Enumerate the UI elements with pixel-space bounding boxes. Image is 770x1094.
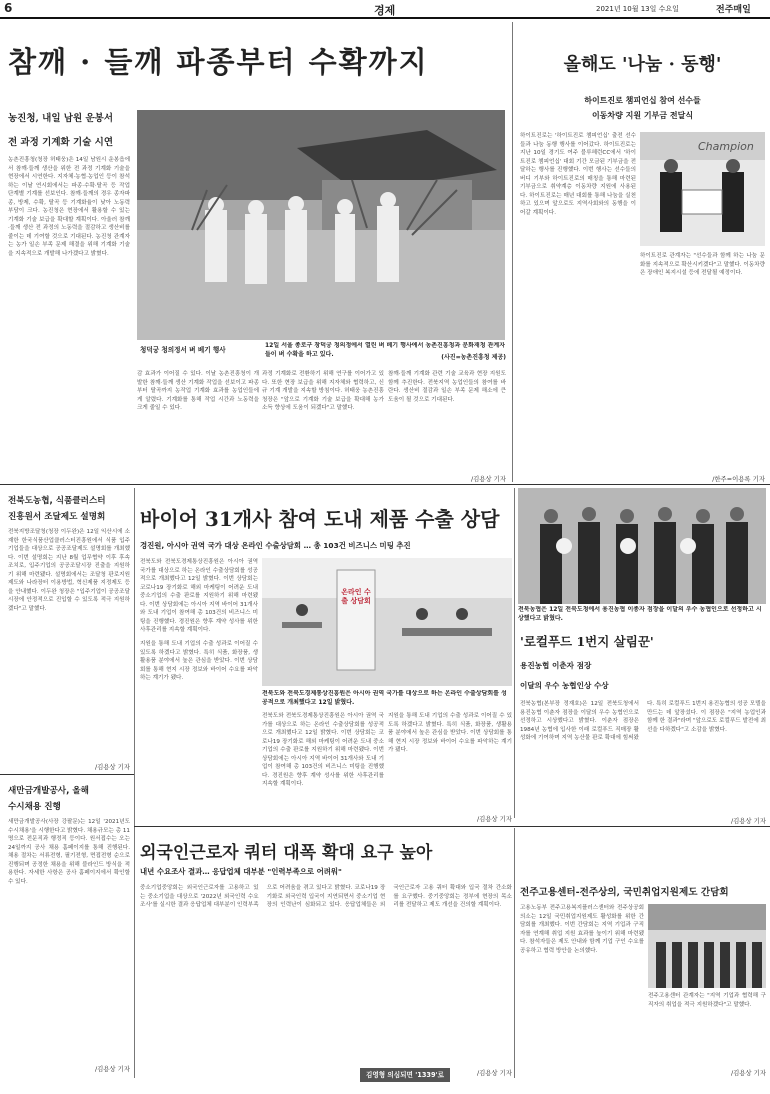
a6-subhead: 수시채용 진행 [8, 802, 61, 812]
a2-photo-banner-text: Champion [698, 140, 754, 153]
header-rule [0, 17, 770, 19]
a7-subhead: 내년 수요조사 결과… 응답업체 대부분 "인력부족으로 어려워" [140, 867, 342, 876]
a1-subhead-2: 전 과정 기계화 기술 시연 [8, 137, 113, 148]
issue-date: 2021년 10월 13일 수요일 [596, 5, 679, 13]
a5-photo-caption: 전북농협은 12일 전북도청에서 용진농협 이종자 점장을 이달의 우수 농협인으로 선정하고 시상했다고 밝혔다. [518, 606, 762, 622]
a5-byline: /김용상 기자 [730, 817, 766, 825]
a8-body-b: 전주고용센터 관계자는 "지역 기업과 협력해 구직자의 취업을 적극 지원하겠다"고 말했다. [648, 993, 766, 1008]
a5-photo [518, 488, 766, 604]
a1-body-lead: 농촌진흥청(청장 허태웅)은 14일 남원시 운봉읍에서 참깨·들깨 생산을 위한 전 과정 기계화 기술을 현장에서 시연한다. 지자체·농협·농업인 등이 참석하는 이날 연시회에서는 파종·수확·탈곡 등 작업 단계별 기계를 선보인다. 참깨·들깨의 경우 종자파종, 방제, 수확, 탈곡 등 기계화율이 낮아 노동력 부담이 크다. 농진청은 현장에서 활용할 수 있는 기계화 기술 보급을 확대할 계획이다. 아울러 참깨·들깨 생산 전 과정의 노동력을 절감하고 생산비를 줄이는 데 기여할 것으로 기대된다. 농진청 관계자는 농가 일손 부족 문제 해결을 위해 기계화 기술을 지속적으로 개발해 나가겠다고 밝혔다. [8, 157, 130, 257]
a4-body-col4: 지원을 통해 도내 기업의 수출 성과로 이어질 수 있도록 하겠다고 밝혔다. 특히 식품, 화장품, 생활용품 분야에서 높은 관심을 받았다. 이번 상담회를 통해 현지 시장 정보와 바이어 수요를 파악하는 계기가 됐다. [388, 713, 512, 753]
a1-byline: /김용상 기자 [470, 475, 506, 483]
a5-subhead-1: 용진농협 이춘자 점장 [520, 661, 592, 670]
divider-v1 [512, 22, 513, 482]
a1-body-col3: 과정 기계화로 전환하기 위해 연구를 이어가고 있다. 또한 현장 보급을 위해 지자체와 협력하고, 신규 기계 개발을 지속할 방침이다. 허태웅 농촌진흥청장은 "앞으로 기계화 기술 보급을 확대해 농가 소득 향상에 도움이 되겠다"고 말했다. [262, 371, 384, 411]
divider-v3 [514, 488, 515, 818]
page-header [0, 0, 770, 16]
a5-body: 전북농협(본부장 정재호)은 12일 전북도청에서 용진농협 이춘자 점장을 이달의 우수 농협인으로 선정하고 시상했다고 밝혔다. 이춘자 점장은 1984년 농협에 입사한 이래 로컬푸드 직매장 활성화에 기여하며 지역 농산물 판로 확대에 힘써왔다. 특히 로컬푸드 1번지 용진농협의 성공 모델을 만드는 데 앞장섰다. 이 점장은 "지역 농업인과 함께 한 결과"라며 "앞으로도 로컬푸드 발전에 최선을 다하겠다"고 소감을 밝혔다. [520, 701, 766, 741]
newspaper-brand: 전주매일 [716, 5, 751, 15]
a2-body-b: 하이트진로 관계자는 "선수들과 함께 하는 나눔 문화를 지속적으로 확산시키겠다"고 말했다. 이동차량은 장애인 복지시설 등에 전달될 예정이다. [640, 253, 765, 276]
a4-headline: 바이어 31개사 참여 도내 제품 수출 상담 [140, 507, 500, 531]
a6-byline: /김용상 기자 [94, 1065, 130, 1073]
a7-ad-box: 김영형 의심되면 '1339'로 [360, 1068, 450, 1082]
a3-byline: /김용상 기자 [94, 763, 130, 771]
divider-h1 [0, 484, 770, 485]
a8-body: 고용노동부 전주고용복지플러스센터와 전주상공회의소는 12일 국민취업지원제도 활성화를 위한 간담회를 개최했다. 이번 간담회는 지역 기업과 구직자를 연계해 취업 지원 효과를 높이기 위해 마련됐다. 참석자들은 제도 안내와 함께 기업 구인 수요를 공유하고 협력 방안을 논의했다. [520, 905, 644, 954]
divider-v4 [514, 828, 515, 1078]
a8-photo [648, 904, 766, 988]
a1-photo [137, 110, 505, 340]
a7-headline: 외국인근로자 쿼터 대폭 확대 요구 높아 [140, 843, 433, 863]
a4-photo-caption: 전북도와 전북도경제통상진흥원은 아시아 권역 국가를 대상으로 하는 온라인 수출상담회를 성공적으로 개최했다고 12일 밝혔다. [262, 690, 507, 706]
a2-headline: 올해도 '나눔 · 동행' [563, 54, 722, 75]
a3-subhead: 진흥원서 조달제도 설명회 [8, 512, 106, 522]
a4-body: 전북도와 전북도경제통상진흥원은 아시아 권역 국가를 대상으로 하는 온라인 수출상담회를 성공적으로 개최했다고 12일 밝혔다. 이번 상담회는 코로나19 장기화로 해외 마케팅이 어려운 도내 중소기업의 수출 판로를 지원하기 위해 마련됐다. 이번 상담회에는 아시아 지역 바이어 31개사와 도내 기업이 참여해 총 103건의 비즈니스 미팅을 진행했다. 경진원은 향후 계약 성사를 위한 사후관리를 지속할 계획이다. [140, 559, 258, 633]
harvest-photo-illustration [137, 110, 505, 340]
divider-h3 [134, 826, 770, 827]
a8-headline: 전주고용센터-전주상의, 국민취업지원제도 간담회 [520, 887, 729, 898]
a2-body: 하이트진로는 '하이트진로 챔피언십' 출전 선수들과 나눔 동행 행사를 이어갔다. 하이트진로는 지난 10일 경기도 여주 블루헤런CC에서 '하이트진로 챔피언십' 대회 기간 모금된 기부금을 전달하는 행사를 진행했다. 이번 행사는 선수들의 버디 기부와 하이트진로의 매칭을 통해 마련된 기부금으로 취약계층 이동차량 지원에 사용된다. 하이트진로는 매년 대회를 통해 나눔을 실천하고 있으며 앞으로도 지역사회와의 동행을 이어갈 계획이다. [520, 133, 636, 216]
a7-body: 중소기업중앙회는 외국인근로자를 고용하고 있는 중소기업을 대상으로 '2022년 외국인력 수요조사'를 실시한 결과 응답업체 대부분이 인력부족으로 어려움을 겪고 있다고 밝혔다. 코로나19 장기화로 외국인력 입국이 지연되면서 중소기업 현장의 인력난이 심화되고 있다. 응답업체들은 외국인근로자 고용 쿼터 확대와 입국 절차 간소화를 요구했다. 중기중앙회는 정부에 현장의 목소리를 전달하고 제도 개선을 건의할 계획이다. [140, 885, 512, 908]
a1-photo-caption: 12일 서울 종로구 창덕궁 청의정에서 열린 벼 베기 행사에서 농촌진흥청과 문화재청 관계자들이 벼 수확을 하고 있다. [265, 342, 505, 358]
a4-body-lower: 지원을 통해 도내 기업의 수출 성과로 이어질 수 있도록 하겠다고 밝혔다. 특히 식품, 화장품, 생활용품 분야에서 높은 관심을 받았다. 이번 상담회를 통해 현지 시장 정보와 바이어 수요를 파악하는 계기가 됐다. [140, 641, 258, 681]
a8-byline: /김용상 기자 [730, 1069, 766, 1077]
a5-headline: '로컬푸드 1번지 살림꾼' [520, 634, 654, 649]
a1-body-col2: 감 효과가 이어질 수 있다. 이날 농촌진흥청이 개발한 참깨·들깨 생산 기계화 작업을 선보이고 파종부터 탈곡까지 농작업 기계화 효과를 농업인들에게 알렸다. 기계화를 통해 작업 시간과 노동력을 크게 줄일 수 있다. [137, 371, 259, 411]
a2-subhead-2: 이동차량 지원 기부금 전달식 [591, 111, 694, 120]
divider-v2 [134, 488, 135, 1078]
a2-subhead-1: 하이트진로 챔피언십 참여 선수들 [584, 96, 701, 105]
a4-body-col3: 전북도와 전북도경제통상진흥원은 아시아 권역 국가를 대상으로 하는 온라인 수출상담회를 성공적으로 개최했다고 12일 밝혔다. 이번 상담회는 코로나19 장기화로 해외 마케팅이 어려운 도내 중소기업의 수출 판로를 지원하기 위해 마련됐다. 이번 상담회에는 아시아 지역 바이어 31개사와 도내 기업이 참여해 총 103건의 비즈니스 미팅을 진행했다. 경진원은 향후 계약 성사를 위한 사후관리를 지속할 계획이다. [262, 713, 384, 787]
a4-photo [262, 558, 512, 686]
a6-body: 새만금개발공사(사장 강팔문)는 12일 '2021년도 수시채용'을 시행한다고 밝혔다. 채용규모는 총 11명으로 전문직과 행정직 등이다. 원서접수는 오는 24일까지 공사 채용 홈페이지를 통해 진행된다. 채용 절차는 서류전형, 필기전형, 면접전형 순으로 진행되며 공정한 채용을 위해 블라인드 방식을 적용한다. 자세한 사항은 공사 홈페이지에서 확인할 수 있다. [8, 819, 130, 885]
section-name: 경제 [374, 4, 396, 16]
a4-subhead: 경진원, 아시아 권역 국가 대상 온라인 수출상담회 … 총 103건 비즈니스 미팅 추진 [140, 541, 411, 550]
a1-body-col4: 참깨·들깨 기계화 관련 기술 교육과 현장 지원도 함께 추진한다. 전북지역 농업인들의 참여를 바란다. 생산비 절감과 일손 부족 문제 해소에 큰 도움이 될 것으로 기대된다. [388, 371, 506, 403]
a1-photo-credit: (사진=농촌진흥청 제공) [441, 354, 506, 361]
consultation-photo-illustration [262, 558, 512, 686]
a1-subhead-1: 농진청, 내일 남원 운봉서 [8, 113, 113, 124]
a3-headline: 전북도농협, 식품클러스터 [8, 496, 106, 506]
divider-h2 [0, 774, 134, 775]
page-number: 6 [4, 1, 13, 15]
meeting-photo-illustration [648, 904, 766, 988]
a1-photo-caption-title: 청덕궁 청의정서 벼 베기 행사 [140, 346, 226, 354]
award-photo-illustration [518, 488, 766, 604]
a6-headline: 새만금개발공사, 올해 [8, 786, 89, 796]
a2-byline: /한주=이용록 기자 [712, 475, 765, 483]
a1-headline: 참깨 · 들깨 파종부터 수확까지 [8, 45, 429, 79]
a5-subhead-2: 이달의 우수 농협인상 수상 [520, 681, 609, 690]
a4-byline: /김용상 기자 [476, 815, 512, 823]
a3-body: 전북지방조달청(청장 이두완)은 12일 익산시에 소재한 한국식품산업클러스터진흥원에서 식품 입주기업들을 대상으로 공공조달제도 설명회를 개최했다. 이번 설명회는 지난 8월 업무협약 이후 후속 조치로, 입주기업의 공공조달시장 진출을 지원하기 위해 마련됐다. 설명회에서는 조달청 판로지원제도와 나라장터 이용방법, 혁신제품 지정제도 등을 안내했다. 이두완 청장은 "입주기업이 공공조달시장에 안정적으로 진입할 수 있도록 적극 지원하겠다"고 말했다. [8, 529, 130, 612]
a4-poster-text: 온라인 수출 상담회 [341, 588, 371, 605]
a7-byline: /김용상 기자 [476, 1069, 512, 1077]
a2-photo [640, 132, 765, 246]
